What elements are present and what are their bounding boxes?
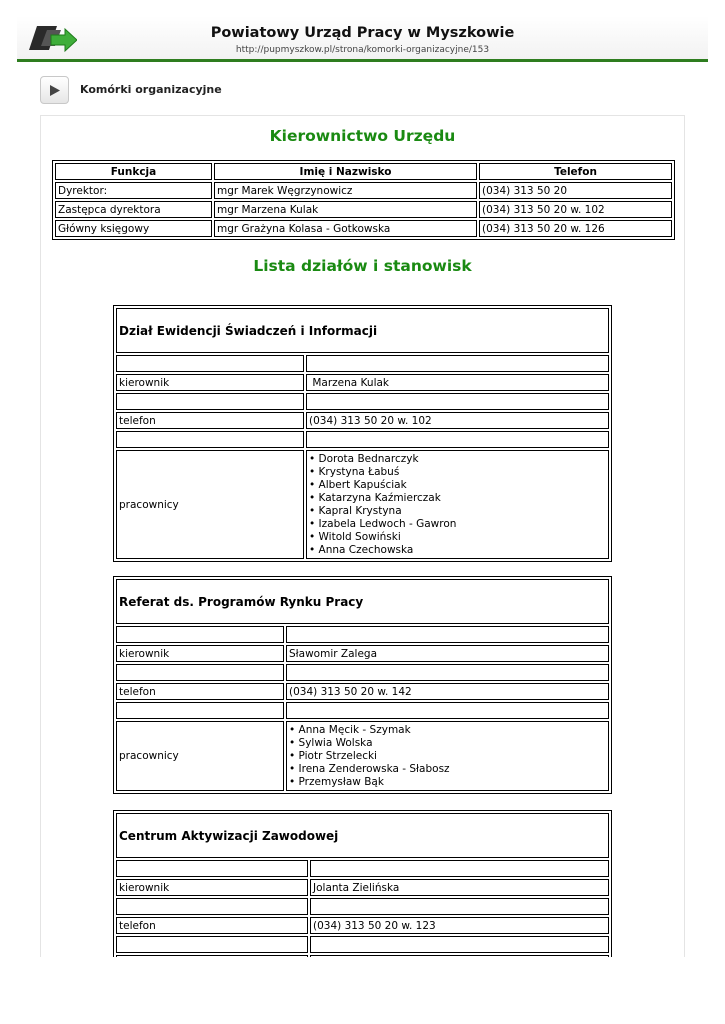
content-panel [40, 115, 685, 957]
table-cell: Dyrektor: [55, 182, 212, 199]
column-header: Telefon [479, 163, 672, 180]
department-table [113, 305, 612, 562]
list-item: • Anna Męcik - Szymak [289, 724, 411, 736]
manager-value: Sławomir Zalega [286, 645, 609, 662]
list-item: • Witold Sowiński [309, 531, 401, 543]
table-row [116, 374, 609, 391]
manager-value: Marzena Kulak [306, 374, 609, 391]
empty-cell [310, 898, 609, 915]
list-item: • Izabela Ledwoch - Gawron [309, 518, 457, 530]
empty-cell [116, 431, 304, 448]
department-name: Dział Ewidencji Świadczeń i Informacji [116, 308, 609, 353]
workers-label: pracownicy [116, 721, 284, 791]
phone-label: telefon [116, 683, 284, 700]
empty-cell [306, 393, 609, 410]
list-item: • Sylwia Wolska [289, 737, 373, 749]
management-table [52, 160, 675, 240]
empty-cell [116, 955, 308, 957]
play-arrow-icon [49, 84, 61, 97]
list-item: • Kapral Krystyna [309, 505, 402, 517]
table-row [116, 917, 609, 934]
table-row [116, 412, 609, 429]
department-name: Referat ds. Programów Rynku Pracy [116, 579, 609, 624]
empty-cell [116, 626, 284, 643]
list-item: • Anna Czechowska [309, 544, 414, 556]
manager-value: Jolanta Zielińska [310, 879, 609, 896]
manager-label: kierownik [116, 645, 284, 662]
empty-cell [116, 664, 284, 681]
empty-cell [310, 936, 609, 953]
empty-cell [286, 664, 609, 681]
phone-value: (034) 313 50 20 w. 142 [286, 683, 609, 700]
table-row [116, 683, 609, 700]
table-cell: Zastępca dyrektora [55, 201, 212, 218]
empty-cell [286, 702, 609, 719]
empty-cell [116, 393, 304, 410]
table-row [116, 721, 609, 791]
empty-cell [116, 898, 308, 915]
empty-cell [116, 936, 308, 953]
empty-cell [306, 355, 609, 372]
site-header [17, 16, 708, 62]
table-cell: mgr Marek Węgrzynowicz [214, 182, 477, 199]
column-header: Funkcja [55, 163, 212, 180]
department-table [113, 810, 612, 957]
department-table [113, 576, 612, 794]
breadcrumb-button[interactable] [40, 76, 69, 104]
list-item: • Krystyna Łabuś [309, 466, 400, 478]
column-header: Imię i Nazwisko [214, 163, 477, 180]
departments-heading: Lista działów i stanowisk [253, 257, 472, 275]
empty-cell [116, 355, 304, 372]
table-cell: (034) 313 50 20 w. 126 [479, 220, 672, 237]
workers-list [306, 450, 609, 559]
list-item: • Albert Kapuściak [309, 479, 407, 491]
phone-value: (034) 313 50 20 w. 123 [310, 917, 609, 934]
management-heading: Kierownictwo Urzędu [269, 127, 456, 145]
table-cell: Główny księgowy [55, 220, 212, 237]
site-title: Powiatowy Urząd Pracy w Myszkowie [210, 25, 515, 41]
table-row [116, 879, 609, 896]
list-item: • Irena Zenderowska - Słabosz [289, 763, 450, 775]
site-url[interactable]: http://pupmyszkow.pl/strona/komorki-organizacyjne/153 [235, 45, 490, 55]
empty-cell [306, 431, 609, 448]
table-cell: mgr Grażyna Kolasa - Gotkowska [214, 220, 477, 237]
table-row [55, 220, 672, 237]
phone-value: (034) 313 50 20 w. 102 [306, 412, 609, 429]
empty-cell [286, 626, 609, 643]
manager-label: kierownik [116, 879, 308, 896]
phone-label: telefon [116, 917, 308, 934]
list-item: • Przemysław Bąk [289, 776, 384, 788]
department-name: Centrum Aktywizacji Zawodowej [116, 813, 609, 858]
table-cell: mgr Marzena Kulak [214, 201, 477, 218]
table-cell: (034) 313 50 20 w. 102 [479, 201, 672, 218]
table-row [116, 645, 609, 662]
phone-label: telefon [116, 412, 304, 429]
empty-cell [116, 860, 308, 877]
list-item: • Katarzyna Kaźmierczak [309, 492, 441, 504]
table-header-row [55, 163, 672, 180]
workers-label: pracownicy [116, 450, 304, 559]
table-row [55, 201, 672, 218]
manager-label: kierownik [116, 374, 304, 391]
table-row [116, 450, 609, 559]
list-item: • Piotr Strzelecki [289, 750, 377, 762]
empty-cell [310, 955, 609, 957]
list-item: • Dorota Bednarczyk [309, 453, 419, 465]
breadcrumb-label[interactable]: Komórki organizacyjne [80, 83, 222, 96]
empty-cell [116, 702, 284, 719]
table-row [55, 182, 672, 199]
workers-list [286, 721, 609, 791]
table-cell: (034) 313 50 20 [479, 182, 672, 199]
empty-cell [310, 860, 609, 877]
